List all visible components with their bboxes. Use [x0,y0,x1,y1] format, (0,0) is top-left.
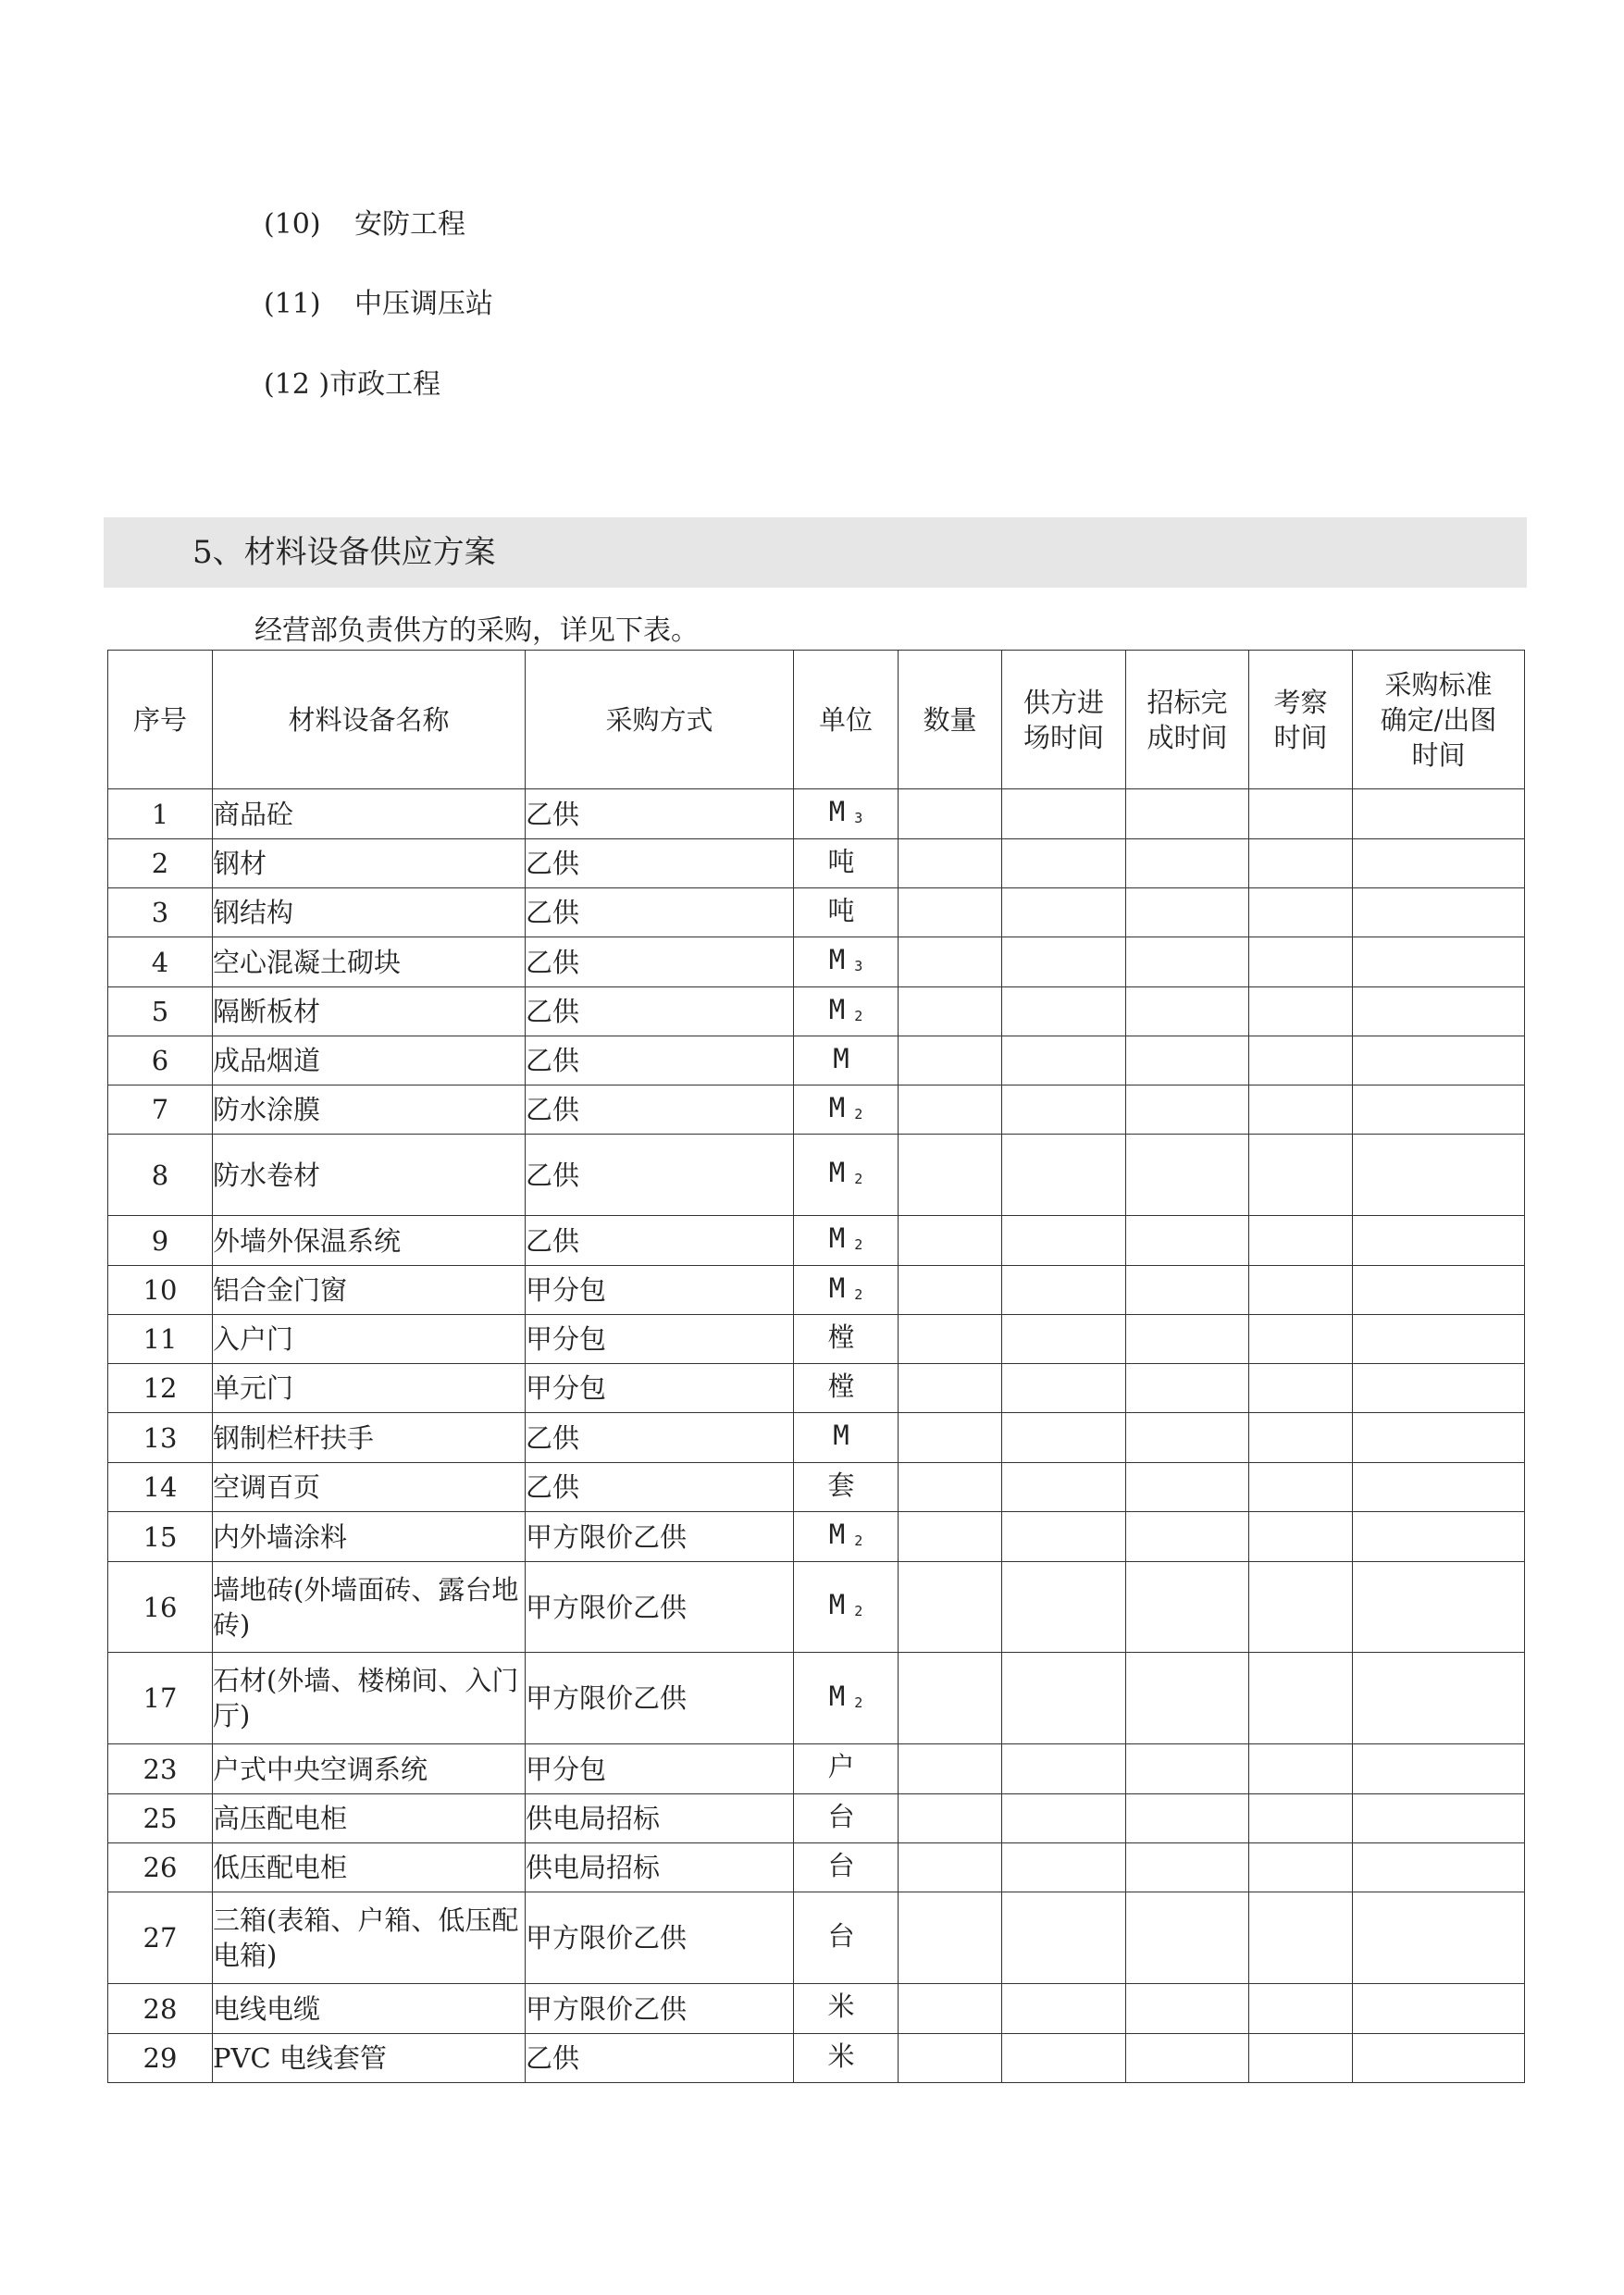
cell-name: 隔断板材 [213,987,526,1036]
table-row [108,1512,1525,1562]
cell-unit [794,1315,899,1364]
cell-entry-time [1002,1794,1126,1843]
header-bid-time: 招标完 成时间 [1126,651,1249,789]
cell-name: 商品砼 [213,789,526,839]
cell-method: 供电局招标 [526,1843,794,1892]
cell-standard-time [1353,987,1525,1036]
cell-unit [794,1892,899,1984]
cell-inspect-time [1249,1744,1353,1794]
cell-seq: 5 [108,987,213,1036]
cell-bid-time [1126,1512,1249,1562]
cell-unit [794,839,899,888]
cell-bid-time [1126,1315,1249,1364]
unit-exponent: 2 [854,1105,863,1123]
cell-standard-time [1353,1266,1525,1315]
cell-qty [899,2034,1002,2083]
cell-qty [899,1315,1002,1364]
cell-seq: 10 [108,1266,213,1315]
table-header-row [108,651,1525,789]
table-row [108,1843,1525,1892]
cell-seq: 27 [108,1892,213,1984]
cell-unit [794,1085,899,1135]
unit-text: 樘 [827,1321,855,1353]
cell-inspect-time [1249,1653,1353,1744]
cell-bid-time [1126,1364,1249,1413]
unit-text: 户 [827,1751,855,1782]
cell-unit [794,1562,899,1653]
cell-inspect-time [1249,2034,1353,2083]
cell-unit [794,1463,899,1512]
table-row [108,1135,1525,1216]
list-number: (12 ) [264,368,330,401]
cell-seq: 28 [108,1984,213,2034]
cell-seq: 6 [108,1036,213,1085]
unit-text: M [828,944,846,975]
cell-name: 钢结构 [213,888,526,937]
cell-unit [794,1266,899,1315]
cell-entry-time [1002,937,1126,987]
cell-name: 铝合金门窗 [213,1266,526,1315]
cell-method: 乙供 [526,839,794,888]
cell-unit [794,1413,899,1463]
cell-qty [899,789,1002,839]
unit-text: 台 [827,1800,855,1832]
cell-method: 甲分包 [526,1364,794,1413]
cell-qty [899,1364,1002,1413]
table-row [108,1085,1525,1135]
cell-entry-time [1002,1463,1126,1512]
unit-exponent: 3 [854,958,863,974]
cell-bid-time [1126,839,1249,888]
cell-qty [899,1216,1002,1266]
header-unit: 单位 [794,651,899,789]
cell-method: 甲方限价乙供 [526,1892,794,1984]
cell-bid-time [1126,1562,1249,1653]
cell-entry-time [1002,1512,1126,1562]
cell-standard-time [1353,1135,1525,1216]
unit-text: 吨 [827,894,855,926]
cell-standard-time [1353,1984,1525,2034]
cell-standard-time [1353,1364,1525,1413]
unit-text: M [828,796,846,827]
table-row [108,1413,1525,1463]
unit-exponent: 2 [854,1603,863,1619]
cell-standard-time [1353,839,1525,888]
cell-inspect-time [1249,888,1353,937]
cell-inspect-time [1249,1794,1353,1843]
table-row [108,1892,1525,1984]
cell-standard-time [1353,1085,1525,1135]
header-method: 采购方式 [526,651,794,789]
intro-text: 经营部负责供方的采购，详见下表。 [254,614,699,647]
unit-text: M [828,1222,846,1254]
cell-seq: 14 [108,1463,213,1512]
cell-entry-time [1002,1216,1126,1266]
cell-seq: 2 [108,839,213,888]
cell-name: 内外墙涂料 [213,1512,526,1562]
cell-method: 甲分包 [526,1744,794,1794]
list-text: 市政工程 [329,368,441,401]
cell-unit [794,1364,899,1413]
table-row [108,937,1525,987]
cell-entry-time [1002,987,1126,1036]
cell-method: 乙供 [526,937,794,987]
cell-inspect-time [1249,1843,1353,1892]
cell-unit [794,1036,899,1085]
header-entry-time: 供方进 场时间 [1002,651,1126,789]
cell-method: 乙供 [526,1036,794,1085]
cell-method: 乙供 [526,1413,794,1463]
table-row [108,1653,1525,1744]
unit-text: M [828,1272,846,1304]
cell-inspect-time [1249,1266,1353,1315]
cell-name: 空心混凝土砌块 [213,937,526,987]
table-row [108,1562,1525,1653]
cell-unit [794,789,899,839]
unit-exponent: 2 [854,1285,863,1303]
table-row [108,839,1525,888]
cell-inspect-time [1249,1562,1353,1653]
cell-bid-time [1126,987,1249,1036]
cell-name: 外墙外保温系统 [213,1216,526,1266]
cell-method: 甲方限价乙供 [526,1984,794,2034]
cell-qty [899,1794,1002,1843]
cell-qty [899,1892,1002,1984]
unit-text: 台 [827,1919,855,1952]
cell-name: PVC 电线套管 [213,2034,526,2083]
unit-text: M [828,1589,846,1620]
cell-name: 户式中央空调系统 [213,1744,526,1794]
cell-seq: 25 [108,1794,213,1843]
cell-qty [899,937,1002,987]
cell-bid-time [1126,888,1249,937]
cell-standard-time [1353,1512,1525,1562]
cell-seq: 4 [108,937,213,987]
cell-qty [899,839,1002,888]
cell-entry-time [1002,1744,1126,1794]
cell-standard-time [1353,1463,1525,1512]
unit-text: M [828,993,846,1025]
cell-method: 甲方限价乙供 [526,1512,794,1562]
cell-bid-time [1126,1794,1249,1843]
cell-standard-time [1353,2034,1525,2083]
cell-qty [899,1984,1002,2034]
cell-qty [899,1744,1002,1794]
cell-bid-time [1126,1984,1249,2034]
unit-exponent: 2 [854,1693,863,1711]
cell-bid-time [1126,2034,1249,2083]
cell-method: 乙供 [526,1463,794,1512]
table-row [108,789,1525,839]
cell-bid-time [1126,1653,1249,1744]
cell-seq: 3 [108,888,213,937]
cell-qty [899,1413,1002,1463]
cell-qty [899,888,1002,937]
cell-unit [794,1135,899,1216]
unit-exponent: 2 [854,1007,863,1024]
cell-standard-time [1353,1892,1525,1984]
cell-name: 高压配电柜 [213,1794,526,1843]
table-row [108,1315,1525,1364]
cell-qty [899,987,1002,1036]
cell-bid-time [1126,1463,1249,1512]
cell-entry-time [1002,1315,1126,1364]
cell-bid-time [1126,1892,1249,1984]
cell-method: 甲分包 [526,1266,794,1315]
cell-inspect-time [1249,1364,1353,1413]
cell-seq: 12 [108,1364,213,1413]
cell-qty [899,1843,1002,1892]
cell-standard-time [1353,888,1525,937]
cell-method: 乙供 [526,888,794,937]
cell-name: 空调百页 [213,1463,526,1512]
cell-entry-time [1002,1984,1126,2034]
cell-unit [794,1512,899,1562]
cell-unit [794,2034,899,2083]
cell-method: 甲分包 [526,1315,794,1364]
cell-method: 乙供 [526,1135,794,1216]
cell-entry-time [1002,839,1126,888]
cell-entry-time [1002,1364,1126,1413]
cell-inspect-time [1249,1512,1353,1562]
cell-name: 成品烟道 [213,1036,526,1085]
cell-entry-time [1002,1085,1126,1135]
cell-standard-time [1353,1036,1525,1085]
cell-inspect-time [1249,1463,1353,1512]
cell-seq: 29 [108,2034,213,2083]
table-row [108,1463,1525,1512]
table-row [108,888,1525,937]
cell-entry-time [1002,888,1126,937]
cell-bid-time [1126,1216,1249,1266]
cell-name: 低压配电柜 [213,1843,526,1892]
cell-method: 乙供 [526,789,794,839]
cell-inspect-time [1249,1315,1353,1364]
cell-method: 乙供 [526,1085,794,1135]
list-number: (11) [264,288,321,320]
cell-inspect-time [1249,1135,1353,1216]
unit-text: 米 [827,2040,855,2072]
unit-text: M [828,1519,846,1550]
list-number: (10) [264,208,321,241]
table-row [108,1794,1525,1843]
cell-inspect-time [1249,1892,1353,1984]
cell-bid-time [1126,1135,1249,1216]
cell-method: 甲方限价乙供 [526,1653,794,1744]
section-title: 5、材料设备供应方案 [192,534,496,571]
cell-qty [899,1135,1002,1216]
cell-entry-time [1002,1266,1126,1315]
cell-qty [899,1463,1002,1512]
cell-entry-time [1002,1562,1126,1653]
cell-seq: 13 [108,1413,213,1463]
unit-text: M [828,1157,846,1188]
cell-unit [794,1794,899,1843]
table-row [108,1364,1525,1413]
cell-standard-time [1353,937,1525,987]
unit-exponent: 2 [854,1171,863,1187]
cell-name: 入户门 [213,1315,526,1364]
cell-method: 供电局招标 [526,1794,794,1843]
list-text: 安防工程 [354,208,465,241]
cell-unit [794,987,899,1036]
table-row [108,1266,1525,1315]
cell-standard-time [1353,1843,1525,1892]
unit-text: M [828,1091,846,1123]
header-inspect-time: 考察 时间 [1249,651,1353,789]
unit-text: 吨 [827,845,855,877]
cell-unit [794,937,899,987]
unit-exponent: 2 [854,1236,863,1253]
cell-standard-time [1353,1794,1525,1843]
cell-bid-time [1126,1266,1249,1315]
cell-name: 墙地砖(外墙面砖、露台地砖) [213,1562,526,1653]
unit-exponent: 2 [854,1532,863,1549]
cell-standard-time [1353,1216,1525,1266]
cell-entry-time [1002,1036,1126,1085]
cell-bid-time [1126,1744,1249,1794]
cell-entry-time [1002,1892,1126,1984]
cell-inspect-time [1249,1984,1353,2034]
cell-entry-time [1002,1413,1126,1463]
unit-text: 米 [827,1991,855,2022]
cell-seq: 11 [108,1315,213,1364]
cell-method: 乙供 [526,987,794,1036]
cell-bid-time [1126,1085,1249,1135]
cell-bid-time [1126,937,1249,987]
cell-qty [899,1085,1002,1135]
list-item [264,366,440,403]
cell-standard-time [1353,1744,1525,1794]
cell-bid-time [1126,1843,1249,1892]
cell-standard-time [1353,1315,1525,1364]
cell-bid-time [1126,789,1249,839]
header-seq: 序号 [108,651,213,789]
cell-qty [899,1653,1002,1744]
table-row [108,1744,1525,1794]
cell-qty [899,1562,1002,1653]
cell-unit [794,1216,899,1266]
unit-text: M [833,1420,849,1451]
cell-method: 乙供 [526,1216,794,1266]
cell-standard-time [1353,1562,1525,1653]
cell-inspect-time [1249,839,1353,888]
cell-standard-time [1353,789,1525,839]
table-row [108,1036,1525,1085]
cell-qty [899,1512,1002,1562]
cell-method: 甲方限价乙供 [526,1562,794,1653]
cell-inspect-time [1249,1216,1353,1266]
cell-entry-time [1002,2034,1126,2083]
cell-inspect-time [1249,1085,1353,1135]
unit-text: M [833,1042,849,1074]
cell-seq: 26 [108,1843,213,1892]
cell-qty [899,1036,1002,1085]
cell-unit [794,1984,899,2034]
header-name: 材料设备名称 [213,651,526,789]
unit-text: 樘 [827,1370,855,1402]
cell-entry-time [1002,789,1126,839]
header-standard-time: 采购标准 确定/出图 时间 [1353,651,1525,789]
cell-entry-time [1002,1843,1126,1892]
cell-unit [794,1843,899,1892]
supply-table [107,650,1525,2083]
cell-name: 钢材 [213,839,526,888]
list-item [264,206,465,243]
table-row [108,2034,1525,2083]
cell-unit [794,888,899,937]
cell-bid-time [1126,1413,1249,1463]
table-row [108,1216,1525,1266]
unit-exponent: 3 [854,810,863,826]
cell-seq: 9 [108,1216,213,1266]
header-qty: 数量 [899,651,1002,789]
cell-seq: 8 [108,1135,213,1216]
cell-standard-time [1353,1653,1525,1744]
list-item [264,286,493,323]
unit-text: 套 [827,1469,855,1501]
cell-unit [794,1653,899,1744]
cell-name: 钢制栏杆扶手 [213,1413,526,1463]
cell-name: 防水卷材 [213,1135,526,1216]
cell-qty [899,1266,1002,1315]
cell-entry-time [1002,1653,1126,1744]
cell-seq: 15 [108,1512,213,1562]
cell-name: 单元门 [213,1364,526,1413]
table-row [108,1984,1525,2034]
cell-inspect-time [1249,789,1353,839]
cell-inspect-time [1249,937,1353,987]
cell-name: 电线电缆 [213,1984,526,2034]
cell-inspect-time [1249,1413,1353,1463]
cell-name: 石材(外墙、楼梯间、入门厅) [213,1653,526,1744]
cell-seq: 23 [108,1744,213,1794]
cell-inspect-time [1249,1036,1353,1085]
cell-method: 乙供 [526,2034,794,2083]
cell-seq: 7 [108,1085,213,1135]
cell-name: 防水涂膜 [213,1085,526,1135]
section-heading-bar [104,517,1527,588]
unit-text: M [828,1680,846,1712]
cell-unit [794,1744,899,1794]
cell-bid-time [1126,1036,1249,1085]
cell-inspect-time [1249,987,1353,1036]
cell-standard-time [1353,1413,1525,1463]
table-row [108,987,1525,1036]
cell-seq: 16 [108,1562,213,1653]
cell-seq: 17 [108,1653,213,1744]
cell-name: 三箱(表箱、户箱、低压配电箱) [213,1892,526,1984]
cell-entry-time [1002,1135,1126,1216]
cell-seq: 1 [108,789,213,839]
unit-text: 台 [827,1849,855,1881]
list-text: 中压调压站 [354,288,493,320]
